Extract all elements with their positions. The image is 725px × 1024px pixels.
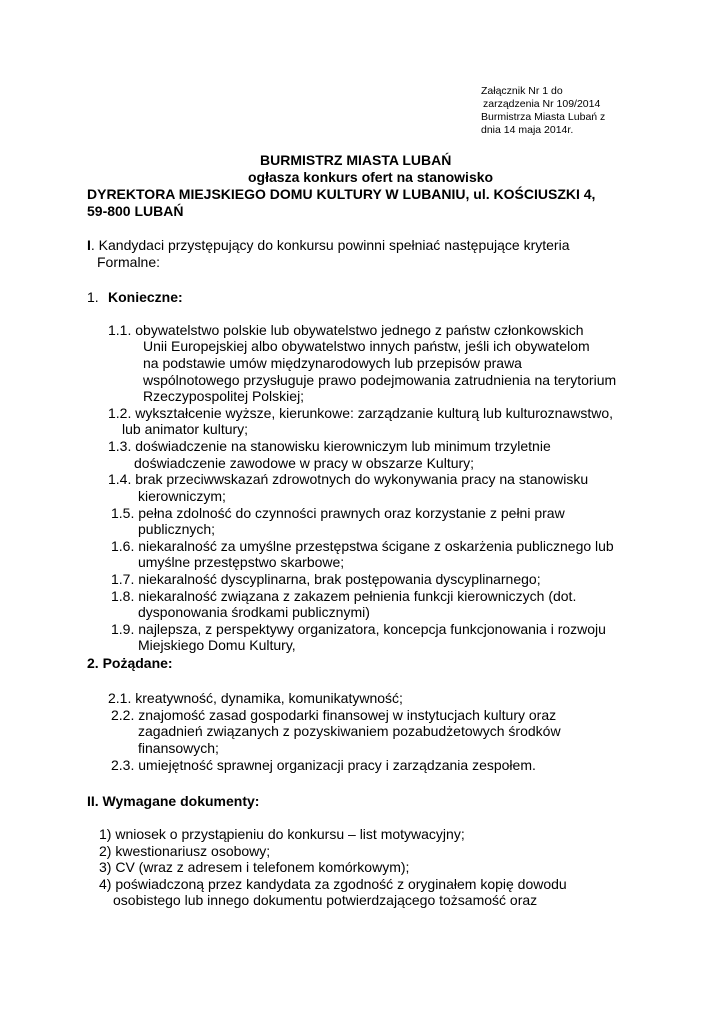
attachment-line: dnia 14 maja 2014r.: [481, 124, 574, 136]
subsection-title-desired: 2. Pożądane:: [87, 655, 173, 671]
list-item: 1.3. doświadczenie na stanowisku kierowniczym lub minimum trzyletnie: [108, 438, 551, 454]
position-title: DYREKTORA MIEJSKIEGO DOMU KULTURY W LUBANIU, ul. KOŚCIUSZKI 4,: [87, 186, 596, 202]
list-item: zagadnień związanych z pozyskiwaniem pozabudżetowych środków: [138, 723, 561, 739]
list-item: umyślne przestępstwo skarbowe;: [138, 554, 345, 570]
list-item: dysponowania środkami publicznymi): [138, 604, 370, 620]
list-item: 2.1. kreatywność, dynamika, komunikatywność;: [108, 690, 403, 706]
list-item: 1) wniosek o przystąpieniu do konkursu – list motywacyjny;: [99, 826, 465, 842]
list-item: 1.5. pełna zdolność do czynności prawnych oraz korzystanie z pełni praw: [111, 505, 565, 521]
attachment-line: zarządzenia Nr 109/2014: [483, 98, 601, 110]
list-item: publicznych;: [138, 521, 216, 537]
list-item: na podstawie umów międzynarodowych lub przepisów prawa: [143, 355, 522, 371]
list-item: Miejskiego Domu Kultury,: [138, 637, 296, 653]
subsection-title-required: Konieczne:: [108, 289, 183, 305]
list-item: finansowych;: [138, 740, 219, 756]
list-item: 1.6. niekaralność za umyślne przestępstwa ścigane z oskarżenia publicznego lub: [111, 538, 614, 554]
list-item: 4) poświadczoną przez kandydata za zgodność z oryginałem kopię dowodu: [99, 876, 567, 892]
list-item: 1.1. obywatelstwo polskie lub obywatelstwo jednego z państw członkowskich: [108, 322, 584, 338]
attachment-line: Burmistrza Miasta Lubań z: [481, 111, 606, 123]
list-item: 2.3. umiejętność sprawnej organizacji pracy i zarządzania zespołem.: [111, 757, 536, 773]
list-item: Rzeczypospolitej Polskiej;: [143, 388, 305, 404]
list-item: 2) kwestionariusz osobowy;: [99, 843, 271, 859]
list-item: kierowniczym;: [138, 488, 226, 504]
list-item: Unii Europejskiej albo obywatelstwo innych państw, jeśli ich obywatelom: [143, 338, 590, 354]
list-item: osobistego lub innego dokumentu potwierdzającego tożsamość oraz: [113, 892, 538, 908]
position-address: 59-800 LUBAŃ: [87, 203, 184, 219]
section-marker: I: [87, 237, 91, 253]
list-item: wspólnotowego przysługuje prawo podejmowania zatrudnienia na terytorium: [143, 372, 617, 388]
section-title-documents: II. Wymagane dokumenty:: [87, 793, 260, 809]
attachment-line: Załącznik Nr 1 do: [481, 85, 563, 97]
list-item: lub animator kultury;: [122, 421, 249, 437]
section-intro: I. Kandydaci przystępujący do konkursu powinni spełniać następujące kryteria: [87, 237, 570, 253]
list-item: 3) CV (wraz z adresem i telefonem komórkowym);: [99, 859, 410, 875]
list-item: 1.7. niekaralność dyscyplinarna, brak postępowania dyscyplinarnego;: [111, 571, 541, 587]
list-item: 2.2. znajomość zasad gospodarki finansowej w instytucjach kultury oraz: [111, 707, 557, 723]
subsection-number: 1.: [87, 289, 99, 305]
list-item: 1.9. najlepsza, z perspektywy organizatora, koncepcja funkcjonowania i rozwoju: [111, 621, 606, 637]
list-item: 1.2. wykształcenie wyższe, kierunkowe: zarządzanie kulturą lub kulturoznawstwo,: [108, 405, 614, 421]
announcement-subtitle: ogłasza konkurs ofert na stanowisko: [248, 169, 494, 185]
list-item: 1.4. brak przeciwwskazań zdrowotnych do wykonywania pracy na stanowisku: [108, 471, 589, 487]
issuer-title: BURMISTRZ MIASTA LUBAŃ: [260, 152, 452, 168]
list-item: 1.8. niekaralność związana z zakazem pełnienia funkcji kierowniczych (dot.: [111, 588, 577, 604]
list-item: doświadczenie zawodowe w pracy w obszarze Kultury;: [134, 455, 475, 471]
section-intro-line: Formalne:: [97, 254, 161, 270]
